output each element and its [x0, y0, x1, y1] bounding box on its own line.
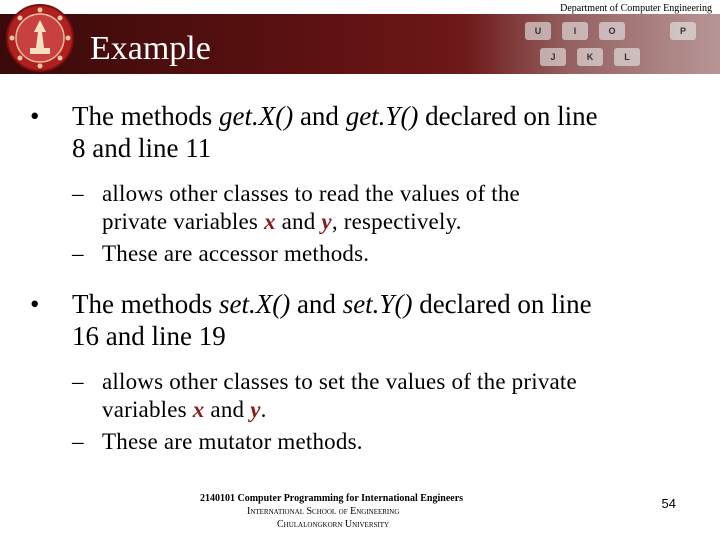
sub-bullet-dash: – — [72, 369, 84, 394]
slide-body — [30, 100, 700, 456]
footer-school: International School of Engineering — [247, 506, 400, 517]
department-label: Department of Computer Engineering — [560, 3, 712, 14]
keyboard-background-image — [470, 14, 720, 74]
bullet-text-suffix: declared on line — [412, 289, 592, 319]
key-o: O — [599, 22, 625, 40]
key-u: U — [525, 22, 551, 40]
method-name-sety: set.Y() — [342, 289, 413, 319]
sub-bullet-dash: – — [72, 241, 84, 266]
variable-y: y — [321, 209, 332, 234]
header-bar — [0, 14, 720, 74]
bullet-text-line2: 8 and line 11 — [72, 133, 212, 163]
bullet-text-prefix: The methods — [72, 289, 219, 319]
bullet-text-suffix: declared on line — [418, 101, 598, 131]
page-number: 54 — [661, 496, 676, 511]
sub-bullet-item — [30, 368, 700, 424]
sub-bullet-text: These are mutator methods. — [102, 429, 363, 454]
sub-bullet-item — [30, 240, 700, 268]
sub-bullet-dash: – — [72, 429, 84, 454]
method-name-gety: get.Y() — [345, 101, 419, 131]
variable-x: x — [263, 209, 276, 234]
sub-bullet-line2-pre: variables — [102, 397, 193, 422]
bullet-dot: • — [30, 289, 40, 319]
footer — [200, 492, 463, 531]
key-j: J — [540, 48, 566, 66]
sub-bullet-and: and — [275, 209, 322, 234]
sub-bullet-line2-post: , respectively. — [331, 209, 462, 234]
bullet-text-mid: and — [293, 101, 346, 131]
footer-university: Chulalongkorn University — [277, 519, 390, 530]
bullet-dot: • — [30, 101, 40, 131]
bullet-text-mid: and — [290, 289, 343, 319]
key-i: I — [562, 22, 588, 40]
method-name-getx: get.X() — [218, 101, 294, 131]
footer-course: 2140101 Computer Programming for International Engineers — [200, 493, 464, 504]
sub-bullet-line1: allows other classes to read the values of the — [102, 181, 520, 206]
variable-x: x — [192, 397, 205, 422]
bullet-item — [30, 100, 700, 164]
bullet-text-line2: 16 and line 19 — [72, 321, 226, 351]
bullet-item — [30, 288, 700, 352]
key-k: K — [577, 48, 603, 66]
variable-y: y — [250, 397, 261, 422]
sub-bullet-line2-pre: private variables — [102, 209, 264, 234]
bullet-text-prefix: The methods — [72, 101, 219, 131]
key-p: P — [670, 22, 696, 40]
university-seal-icon — [4, 2, 76, 74]
sub-bullet-and: and — [204, 397, 251, 422]
sub-bullet-dash: – — [72, 181, 84, 206]
slide-title: Example — [90, 30, 211, 67]
sub-bullet-item — [30, 180, 700, 236]
sub-bullet-line1: allows other classes to set the values of the private — [102, 369, 577, 394]
key-l: L — [614, 48, 640, 66]
sub-bullet-text: These are accessor methods. — [102, 241, 370, 266]
method-name-setx: set.X() — [218, 289, 291, 319]
sub-bullet-line2-post: . — [260, 397, 267, 422]
sub-bullet-item — [30, 428, 700, 456]
